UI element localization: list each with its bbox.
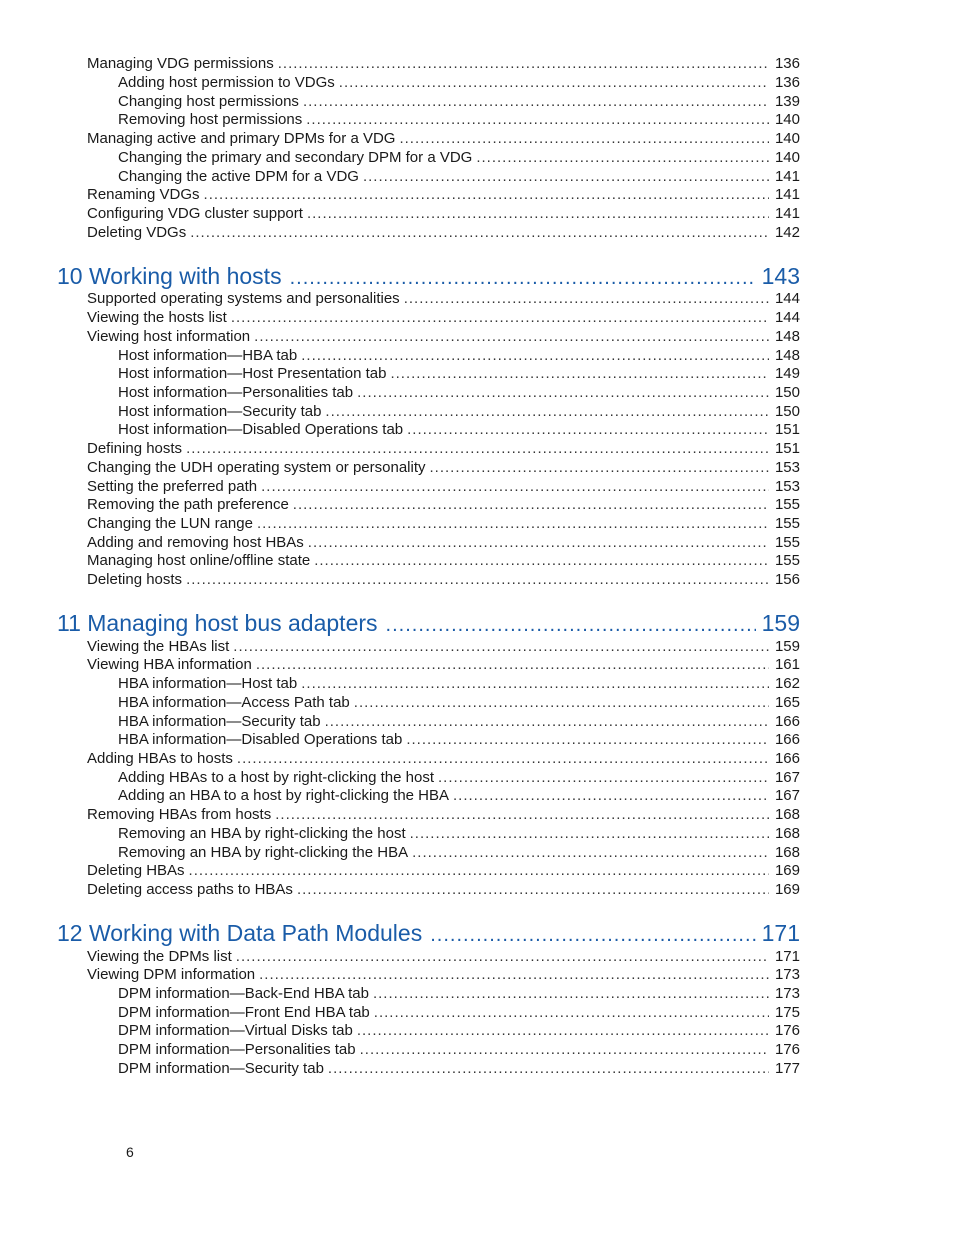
leader-dots <box>301 674 769 693</box>
toc-entry-label: DPM information—Virtual Disks tab <box>118 1022 353 1039</box>
toc-entry[interactable] <box>87 533 800 552</box>
toc-entry-label: Renaming VDGs <box>87 186 200 203</box>
toc-entry-label: Adding HBAs to hosts <box>87 750 233 767</box>
toc-entry-page: 165 <box>774 694 800 711</box>
toc-entry-page: 150 <box>774 384 800 401</box>
toc-entry[interactable] <box>87 655 800 674</box>
toc-entry-label: Adding and removing host HBAs <box>87 534 304 551</box>
toc-entry-label: Managing host online/offline state <box>87 552 311 569</box>
leader-dots <box>297 880 769 899</box>
toc-entry[interactable] <box>87 551 800 570</box>
toc-entry-page: 177 <box>774 1060 800 1077</box>
toc-entry-label: Managing active and primary DPMs for a VDG <box>87 130 396 147</box>
toc-entry-label: Viewing host information <box>87 328 251 345</box>
toc-entry-label: Removing an HBA by right-clicking the HBA <box>118 844 409 861</box>
toc-entry-label: Deleting hosts <box>87 571 183 588</box>
toc-entry-page: 176 <box>774 1041 800 1058</box>
toc-entry-label: Adding host permission to VDGs <box>118 74 335 91</box>
leader-dots <box>233 637 769 656</box>
toc-entry[interactable] <box>87 947 800 966</box>
leader-dots <box>190 223 769 242</box>
toc-entry-label: HBA information—Access Path tab <box>118 694 350 711</box>
leader-dots <box>231 308 769 327</box>
leader-dots <box>290 264 756 290</box>
toc-entry-page: 176 <box>774 1022 800 1039</box>
chapter-page: 171 <box>761 920 800 946</box>
toc-entry-label: Configuring VDG cluster support <box>87 205 303 222</box>
toc-subentry[interactable] <box>118 1021 800 1040</box>
toc-subentry[interactable] <box>118 786 800 805</box>
toc-entry[interactable] <box>87 637 800 656</box>
leader-dots <box>399 129 769 148</box>
toc-entry-page: 169 <box>774 862 800 879</box>
toc-entry-label: Viewing DPM information <box>87 966 256 983</box>
toc-entry-page: 169 <box>774 881 800 898</box>
toc-entry-page: 166 <box>774 713 800 730</box>
toc-entry[interactable] <box>87 223 800 242</box>
leader-dots <box>237 749 769 768</box>
leader-dots <box>301 346 769 365</box>
toc-entry-label: Adding HBAs to a host by right-clicking the host <box>118 769 434 786</box>
toc-subentry[interactable] <box>118 1059 800 1078</box>
leader-dots <box>438 768 769 787</box>
chapter-11-heading[interactable] <box>57 609 800 637</box>
toc-entry[interactable] <box>87 327 800 346</box>
toc-subentry[interactable] <box>118 167 800 186</box>
toc-subentry[interactable] <box>118 712 800 731</box>
toc-subentry[interactable] <box>118 693 800 712</box>
toc-entry-label: Setting the preferred path <box>87 478 258 495</box>
leader-dots <box>354 693 769 712</box>
toc-entry-label: Host information—Disabled Operations tab <box>118 421 404 438</box>
toc-entry-page: 141 <box>774 168 800 185</box>
leader-dots <box>307 204 769 223</box>
toc-entry-page: 168 <box>774 844 800 861</box>
toc-entry-page: 139 <box>774 93 800 110</box>
leader-dots <box>314 551 769 570</box>
toc-entry-label: Host information—Host Presentation tab <box>118 365 387 382</box>
toc-entry-label: DPM information—Personalities tab <box>118 1041 356 1058</box>
toc-entry-label: Removing an HBA by right-clicking the host <box>118 825 406 842</box>
toc-subentry[interactable] <box>118 984 800 1003</box>
toc-entry[interactable] <box>87 439 800 458</box>
leader-dots <box>430 921 755 947</box>
leader-dots <box>406 730 769 749</box>
toc-entry-page: 148 <box>774 347 800 364</box>
toc-entry-label: Managing VDG permissions <box>87 55 274 72</box>
leader-dots <box>357 1021 769 1040</box>
toc-entry[interactable] <box>87 805 800 824</box>
toc-entry-page: 155 <box>774 515 800 532</box>
toc-entry-label: Removing the path preference <box>87 496 289 513</box>
toc-subentry[interactable] <box>118 364 800 383</box>
toc-entry[interactable] <box>87 458 800 477</box>
leader-dots <box>453 786 769 805</box>
leader-dots <box>325 712 769 731</box>
toc-entry-page: 156 <box>774 571 800 588</box>
toc-entry-label: Deleting access paths to HBAs <box>87 881 293 898</box>
toc-entry-page: 153 <box>774 478 800 495</box>
toc-entry-label: Deleting HBAs <box>87 862 185 879</box>
toc-subentry[interactable] <box>118 420 800 439</box>
leader-dots <box>360 1040 769 1059</box>
toc-entry-page: 166 <box>774 731 800 748</box>
toc-entry-label: HBA information—Disabled Operations tab <box>118 731 403 748</box>
toc-entry-label: Deleting VDGs <box>87 224 187 241</box>
leader-dots <box>339 73 769 92</box>
leader-dots <box>236 947 769 966</box>
toc-entry-label: Supported operating systems and personalities <box>87 290 400 307</box>
toc-entry-label: HBA information—Host tab <box>118 675 298 692</box>
toc-entry-page: 151 <box>774 440 800 457</box>
toc-entry-page: 140 <box>774 149 800 166</box>
toc-entry-label: Changing the primary and secondary DPM for a VDG <box>118 149 473 166</box>
chapter-page: 143 <box>761 263 800 289</box>
toc-entry[interactable] <box>87 861 800 880</box>
toc-subentry[interactable] <box>118 843 800 862</box>
toc-entry-page: 167 <box>774 787 800 804</box>
leader-dots <box>306 110 769 129</box>
leader-dots <box>430 458 769 477</box>
leader-dots <box>275 805 769 824</box>
toc-entry-page: 151 <box>774 421 800 438</box>
toc-entry-page: 171 <box>774 948 800 965</box>
toc-subentry[interactable] <box>118 1003 800 1022</box>
toc-subentry[interactable] <box>118 110 800 129</box>
chapter-12-heading[interactable] <box>57 919 800 947</box>
toc-entry-page: 159 <box>774 638 800 655</box>
toc-entry-page: 150 <box>774 403 800 420</box>
leader-dots <box>293 495 769 514</box>
toc-entry-label: HBA information—Security tab <box>118 713 321 730</box>
chapter-title: 12 Working with Data Path Modules <box>57 920 423 946</box>
toc-entry-label: Host information—Security tab <box>118 403 322 420</box>
toc-entry-page: 161 <box>774 656 800 673</box>
toc-entry-page: 136 <box>774 55 800 72</box>
chapter-page: 159 <box>761 610 800 636</box>
toc-subentry[interactable] <box>118 148 800 167</box>
toc-entry-page: 168 <box>774 825 800 842</box>
leader-dots <box>410 824 769 843</box>
toc-entry-label: Removing host permissions <box>118 111 303 128</box>
leader-dots <box>476 148 769 167</box>
leader-dots <box>256 655 769 674</box>
toc-subentry[interactable] <box>118 346 800 365</box>
leader-dots <box>325 402 769 421</box>
toc-entry-page: 144 <box>774 290 800 307</box>
toc-entry-page: 155 <box>774 552 800 569</box>
toc-entry-page: 167 <box>774 769 800 786</box>
toc-entry-label: Viewing HBA information <box>87 656 252 673</box>
toc-entry-page: 144 <box>774 309 800 326</box>
chapter-title: 11 Managing host bus adapters <box>57 610 378 636</box>
leader-dots <box>374 1003 769 1022</box>
leader-dots <box>278 54 769 73</box>
toc-subentry[interactable] <box>118 383 800 402</box>
toc-entry-label: Adding an HBA to a host by right-clicking the HBA <box>118 787 450 804</box>
toc-entry-label: Removing HBAs from hosts <box>87 806 272 823</box>
toc-entry-page: 155 <box>774 496 800 513</box>
toc-subentry[interactable] <box>118 92 800 111</box>
toc-entry[interactable] <box>87 570 800 589</box>
toc-subentry[interactable] <box>118 674 800 693</box>
toc-subentry[interactable] <box>118 730 800 749</box>
toc-entry[interactable] <box>87 185 800 204</box>
toc-entry[interactable] <box>87 129 800 148</box>
leader-dots <box>186 439 769 458</box>
toc-entry-page: 140 <box>774 130 800 147</box>
toc-entry-label: Defining hosts <box>87 440 183 457</box>
toc-entry-label: Viewing the DPMs list <box>87 948 232 965</box>
toc-entry[interactable] <box>87 965 800 984</box>
leader-dots <box>254 327 769 346</box>
toc-entry-page: 162 <box>774 675 800 692</box>
toc-entry-label: Changing host permissions <box>118 93 299 110</box>
leader-dots <box>357 383 769 402</box>
toc-entry-label: Viewing the HBAs list <box>87 638 230 655</box>
toc-entry[interactable] <box>87 477 800 496</box>
toc-entry[interactable] <box>87 514 800 533</box>
toc-entry-label: Host information—Personalities tab <box>118 384 354 401</box>
toc-entry-page: 155 <box>774 534 800 551</box>
toc-entry-page: 153 <box>774 459 800 476</box>
chapter-title: 10 Working with hosts <box>57 263 282 289</box>
toc-entry-label: DPM information—Back-End HBA tab <box>118 985 369 1002</box>
toc-entry-page: 168 <box>774 806 800 823</box>
toc-subentry[interactable] <box>118 1040 800 1059</box>
toc-entry[interactable] <box>87 54 800 73</box>
toc-entry-page: 166 <box>774 750 800 767</box>
toc-entry-label: Host information—HBA tab <box>118 347 298 364</box>
toc-entry-page: 141 <box>774 186 800 203</box>
toc-entry-label: Changing the LUN range <box>87 515 253 532</box>
toc-entry-label: DPM information—Front End HBA tab <box>118 1004 370 1021</box>
toc-entry-page: 148 <box>774 328 800 345</box>
leader-dots <box>390 364 769 383</box>
toc-entry[interactable] <box>87 749 800 768</box>
toc-subentry[interactable] <box>118 824 800 843</box>
toc-entry[interactable] <box>87 495 800 514</box>
toc-entry[interactable] <box>87 204 800 223</box>
toc-entry-label: DPM information—Security tab <box>118 1060 324 1077</box>
leader-dots <box>204 185 769 204</box>
leader-dots <box>259 965 769 984</box>
toc-entry-page: 141 <box>774 205 800 222</box>
toc-entry[interactable] <box>87 289 800 308</box>
leader-dots <box>303 92 769 111</box>
leader-dots <box>308 533 769 552</box>
toc-subentry[interactable] <box>118 402 800 421</box>
leader-dots <box>373 984 769 1003</box>
toc-entry-page: 140 <box>774 111 800 128</box>
page-number: 6 <box>126 1144 134 1160</box>
toc-entry-label: Changing the UDH operating system or personality <box>87 459 426 476</box>
leader-dots <box>257 514 769 533</box>
leader-dots <box>261 477 769 496</box>
leader-dots <box>412 843 769 862</box>
toc-entry[interactable] <box>87 308 800 327</box>
leader-dots <box>189 861 769 880</box>
leader-dots <box>404 289 769 308</box>
toc-entry-page: 173 <box>774 966 800 983</box>
toc-entry-page: 136 <box>774 74 800 91</box>
toc-entry-page: 149 <box>774 365 800 382</box>
chapter-10-heading[interactable] <box>57 262 800 290</box>
toc-entry-label: Changing the active DPM for a VDG <box>118 168 359 185</box>
toc-subentry[interactable] <box>118 73 800 92</box>
toc-entry[interactable] <box>87 880 800 899</box>
leader-dots <box>386 611 756 637</box>
leader-dots <box>363 167 769 186</box>
toc-entry-page: 142 <box>774 224 800 241</box>
toc-entry-page: 175 <box>774 1004 800 1021</box>
toc-subentry[interactable] <box>118 768 800 787</box>
toc-entry-label: Viewing the hosts list <box>87 309 227 326</box>
leader-dots <box>328 1059 769 1078</box>
toc-entry-page: 173 <box>774 985 800 1002</box>
leader-dots <box>407 420 769 439</box>
leader-dots <box>186 570 769 589</box>
